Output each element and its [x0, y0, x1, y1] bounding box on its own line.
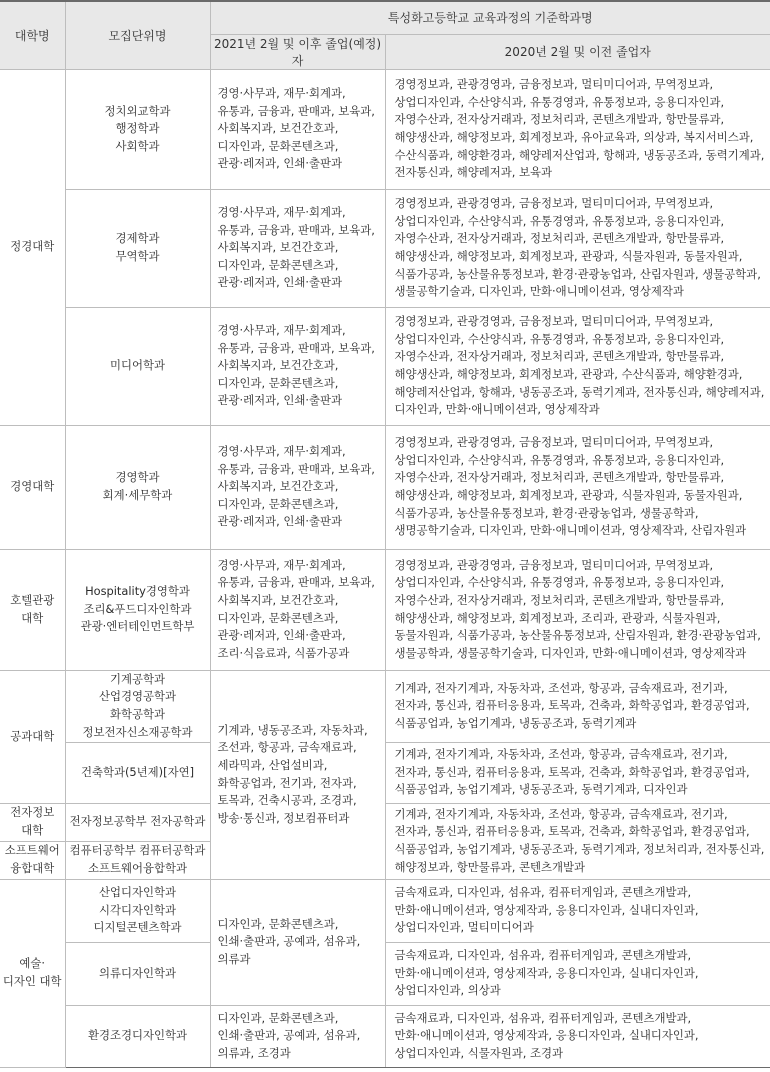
- c20-business-line: 경영정보과, 관광경영과, 금융정보과, 멀티미디어과, 무역정보과,: [394, 435, 714, 450]
- c20-fashion-line: 만화·애니메이션과, 영상제작과, 응용디자인과, 실내디자인과,: [394, 965, 699, 980]
- c21-design-line: 디자인과, 문화콘텐츠과,: [217, 916, 339, 931]
- table-row: [0, 742, 770, 803]
- c20-politics-line: 수산식품과, 해양환경과, 해양레저산업과, 항해과, 냉동공조과, 동력기계과,: [394, 147, 765, 162]
- c20-ee-sw-line: 기계과, 전자기계과, 자동차과, 조선과, 항공과, 금속재료과, 전기과,: [394, 806, 728, 821]
- c20-economics: [385, 189, 770, 307]
- table-row: [0, 879, 770, 942]
- table-row: [0, 69, 770, 189]
- c20-economics-line: 상업디자인과, 수산양식과, 유통경영과, 유통정보과, 응용디자인과,: [394, 213, 725, 228]
- c20-politics-line: 해양생산과, 해양정보과, 회계정보과, 유아교육과, 의상과, 복지서비스과,: [394, 130, 754, 144]
- c21-media-line: 유통과, 금융과, 판매과, 보육과,: [217, 340, 375, 355]
- c21-economics: [210, 189, 385, 307]
- dept-software-line: 컴퓨터공학부 컴퓨터공학과: [69, 843, 206, 858]
- c20-architecture-line: 기계과, 전자기계과, 자동차과, 조선과, 항공과, 금속재료과, 전기과,: [394, 747, 728, 762]
- c20-business-line: 해양생산과, 해양정보과, 회계정보과, 관광과, 식물자원과, 동물자원과,: [394, 488, 743, 502]
- dept-politics-line: 정치외교학과: [104, 103, 171, 118]
- univ-business-line: 경영대학: [10, 479, 55, 494]
- dept-software-line: 소프트웨어융합학과: [87, 861, 188, 875]
- c21-design-line: 인쇄·출판과, 공예과, 섬유과,: [217, 934, 361, 949]
- c21-engineering-line: 기계과, 냉동공조과, 자동차과,: [217, 722, 368, 737]
- c20-hotel-line: 자영수산과, 전자상거래과, 정보처리과, 콘텐츠개발과, 항만물류과,: [394, 592, 725, 607]
- c20-economics-line: 해양생산과, 해양정보과, 회계정보과, 관광과, 식물자원과, 동물자원과,: [394, 249, 743, 263]
- c20-fashion: [385, 942, 770, 1005]
- c20-architecture-line: 식품공업과, 농업기계과, 냉동공조과, 동력기계과, 디자인과: [394, 782, 688, 797]
- c20-media-line: 자영수산과, 전자상거래과, 정보처리과, 콘텐츠개발과, 항만물류과,: [394, 349, 725, 364]
- header-row: [0, 1, 770, 34]
- c21-economics-line: 디자인과, 문화콘텐츠과,: [217, 257, 339, 272]
- c20-media-line: 해양레저산업과, 항해과, 냉동공조과, 동력기계과, 전자통신과, 해양레저과,: [394, 384, 765, 399]
- c21-hotel-line: 조리·식음료과, 식품가공과: [217, 645, 350, 660]
- c20-architecture: [385, 742, 770, 803]
- dept-business-line: 경영학과: [115, 470, 160, 485]
- c21-economics-line: 사회복지과, 보건간호과,: [217, 240, 339, 255]
- dept-engineering-line: 기계공학과: [109, 671, 166, 686]
- c20-media-line: 경영정보과, 관광경영과, 금융정보과, 멀티미디어과, 무역정보과,: [394, 314, 714, 329]
- table-row: [0, 425, 770, 549]
- c21-media-line: 디자인과, 문화콘텐츠과,: [217, 375, 339, 390]
- table-row: [0, 307, 770, 425]
- c21-landscape-line: 디자인과, 문화콘텐츠과,: [217, 1010, 339, 1025]
- c20-design: [385, 879, 770, 942]
- c21-hotel-line: 유통과, 금융과, 판매과, 보육과,: [217, 575, 375, 590]
- c20-ee-sw: [385, 803, 770, 879]
- c20-landscape-line: 금속재료과, 디자인과, 섬유과, 컴퓨터게임과, 콘텐츠개발과,: [394, 1010, 692, 1025]
- c20-hotel: [385, 549, 770, 670]
- dept-politics-line: 사회학과: [115, 138, 160, 153]
- header-university: 대학명: [0, 1, 65, 69]
- table-row: [0, 549, 770, 670]
- c21-business-line: 디자인과, 문화콘텐츠과,: [217, 496, 339, 511]
- univ-business: [0, 425, 65, 549]
- dept-landscape-line: 환경조경디자인학과: [87, 1028, 188, 1043]
- dept-ee-info-line: 전자정보공학부 전자공학과: [69, 814, 206, 829]
- c21-media-line: 사회복지과, 보건간호과,: [217, 358, 339, 373]
- dept-ee-info: [65, 803, 210, 841]
- c20-fashion-line: 상업디자인과, 의상과: [394, 983, 501, 998]
- c20-business-line: 상업디자인과, 수산양식과, 유통경영과, 유통정보과, 응용디자인과,: [394, 452, 725, 467]
- c20-economics-line: 경영정보과, 관광경영과, 금융정보과, 멀티미디어과, 무역정보과,: [394, 196, 714, 211]
- c20-engineering-line: 식품공업과, 농업기계과, 냉동공조과, 동력기계과: [394, 715, 637, 730]
- c21-business: [210, 425, 385, 549]
- univ-software: [0, 841, 65, 879]
- dept-fashion: [65, 942, 210, 1005]
- c21-media-line: 관광·레저과, 인쇄·출판과: [217, 393, 343, 408]
- header-2020-graduates: 2020년 2월 및 이전 졸업자: [385, 34, 770, 69]
- dept-hotel-line: Hospitality경영학과: [85, 584, 190, 599]
- table-row: [0, 942, 770, 1005]
- univ-arts-line: 예술·: [19, 956, 46, 971]
- c21-engineering-line: 조선과, 항공과, 금속재료과,: [217, 740, 357, 755]
- c20-economics-line: 생물공학기술과, 디자인과, 만화·애니메이션과, 영상제작과: [394, 284, 684, 299]
- c21-design-line: 의류과: [217, 951, 251, 966]
- univ-software-line: 소프트웨어: [4, 843, 60, 858]
- dept-design-line: 시각디자인학과: [98, 902, 177, 917]
- c21-hotel-line: 디자인과, 문화콘텐츠과,: [217, 610, 339, 625]
- c21-politics-line: 사회복지과, 보건간호과,: [217, 121, 339, 136]
- c20-media: [385, 307, 770, 425]
- univ-hotel-line: 대학: [21, 610, 44, 625]
- c20-business-line: 자영수산과, 전자상거래과, 정보처리과, 콘텐츠개발과, 항만물류과,: [394, 470, 725, 485]
- dept-software: [65, 841, 210, 879]
- header-criteria-group: 특성화고등학교 교육과정의 기준학과명: [210, 1, 770, 34]
- c21-politics: [210, 69, 385, 189]
- c20-hotel-line: 상업디자인과, 수산양식과, 유통경영과, 유통정보과, 응용디자인과,: [394, 575, 725, 590]
- univ-engineering-line: 공과대학: [10, 728, 55, 743]
- c21-hotel-line: 사회복지과, 보건간호과,: [217, 592, 339, 607]
- c20-engineering-line: 전자과, 통신과, 컴퓨터응용과, 토목과, 건축과, 화학공업과, 환경공업과,: [394, 698, 750, 713]
- c21-design: [210, 879, 385, 1005]
- c20-politics-line: 전자통신과, 해양레저과, 보육과: [394, 165, 553, 180]
- c20-architecture-line: 전자과, 통신과, 컴퓨터응용과, 토목과, 건축과, 화학공업과, 환경공업과,: [394, 764, 750, 779]
- c21-engineering-line: 화학공업과, 전기과, 전자과,: [217, 775, 357, 790]
- c21-engineering: [210, 670, 385, 879]
- dept-economics-line: 무역학과: [115, 249, 160, 263]
- c20-business-line: 생명공학기술과, 디자인과, 만화·애니메이션과, 영상제작과, 산림자원과: [394, 523, 747, 538]
- univ-law-econ: [0, 69, 65, 425]
- c21-landscape: [210, 1005, 385, 1067]
- table-row: [0, 1005, 770, 1067]
- univ-software-line: 융합대학: [10, 861, 55, 875]
- table-row: [0, 670, 770, 742]
- c20-business-line: 식품가공과, 농산물유통정보과, 환경·관광농업과, 생물공학과,: [394, 505, 699, 520]
- c20-design-line: 상업디자인과, 멀티미디어과: [394, 920, 534, 935]
- dept-hotel-line: 관광·엔터테인먼트학부: [80, 619, 195, 634]
- c20-landscape-line: 상업디자인과, 식물자원과, 조경과: [394, 1045, 564, 1060]
- c20-hotel-line: 생물공학과, 생물공학기술과, 디자인과, 만화·애니메이션과, 영상제작과: [394, 645, 747, 660]
- c20-ee-sw-line: 해양정보과, 항만물류과, 콘텐츠개발과: [394, 859, 586, 874]
- dept-architecture-line: 건축학과(5년제)[자연]: [80, 764, 195, 779]
- c20-landscape-line: 만화·애니메이션과, 영상제작과, 응용디자인과, 실내디자인과,: [394, 1028, 699, 1043]
- dept-landscape: [65, 1005, 210, 1067]
- c20-ee-sw-line: 전자과, 통신과, 컴퓨터응용과, 토목과, 건축과, 화학공업과, 환경공업과,: [394, 824, 750, 839]
- univ-ee-info-line: 전자정보: [10, 805, 55, 820]
- c20-economics-line: 자영수산과, 전자상거래과, 정보처리과, 콘텐츠개발과, 항만물류과,: [394, 231, 725, 246]
- dept-architecture: [65, 742, 210, 803]
- c20-politics-line: 자영수산과, 전자상거래과, 정보처리과, 콘텐츠개발과, 항만물류과,: [394, 112, 725, 127]
- dept-design-line: 디지털콘텐츠학과: [93, 920, 182, 935]
- c21-landscape-line: 의류과, 조경과: [217, 1045, 291, 1060]
- c20-design-line: 금속재료과, 디자인과, 섬유과, 컴퓨터게임과, 콘텐츠개발과,: [394, 885, 692, 900]
- dept-hotel-line: 조리&푸드디자인학과: [83, 601, 192, 616]
- dept-design: [65, 879, 210, 942]
- dept-media: [65, 307, 210, 425]
- c21-politics-line: 디자인과, 문화콘텐츠과,: [217, 138, 339, 153]
- dept-engineering-line: 산업경영공학과: [98, 689, 177, 704]
- c21-hotel-line: 관광·레저과, 인쇄·출판과,: [217, 628, 346, 643]
- c20-economics-line: 식품가공과, 농산물유통정보과, 환경·관광농업과, 산림자원과, 생물공학과,: [394, 266, 761, 281]
- c21-economics-line: 경영·사무과, 재무·회계과,: [217, 205, 346, 220]
- c20-hotel-line: 경영정보과, 관광경영과, 금융정보과, 멀티미디어과, 무역정보과,: [394, 557, 714, 572]
- c21-engineering-line: 토목과, 건축시공과, 조경과,: [217, 793, 357, 808]
- c21-engineering-line: 세라믹과, 산업설비과,: [217, 757, 328, 772]
- c21-media: [210, 307, 385, 425]
- dept-economics: [65, 189, 210, 307]
- c20-media-line: 해양생산과, 해양정보과, 회계정보과, 관광과, 수산식품과, 해양환경과,: [394, 367, 743, 381]
- c20-engineering-line: 기계과, 전자기계과, 자동차과, 조선과, 항공과, 금속재료과, 전기과,: [394, 680, 728, 695]
- c20-politics-line: 상업디자인과, 수산양식과, 유통경영과, 유통정보과, 응용디자인과,: [394, 94, 725, 109]
- c20-politics-line: 경영정보과, 관광경영과, 금융정보과, 멀티미디어과, 무역정보과,: [394, 77, 714, 92]
- table-row: [0, 803, 770, 841]
- dept-engineering-line: 화학공학과: [109, 707, 166, 721]
- c20-hotel-line: 동물자원과, 식품가공과, 농산물유통정보과, 산림자원과, 환경·관광농업과,: [394, 628, 761, 643]
- c21-hotel-line: 경영·사무과, 재무·회계과,: [217, 557, 346, 572]
- c20-business: [385, 425, 770, 549]
- c20-media-line: 상업디자인과, 수산양식과, 유통경영과, 유통정보과, 응용디자인과,: [394, 331, 725, 346]
- c20-design-line: 만화·애니메이션과, 영상제작과, 응용디자인과, 실내디자인과,: [394, 902, 699, 917]
- c21-politics-line: 경영·사무과, 재무·회계과,: [217, 86, 346, 101]
- dept-design-line: 산업디자인학과: [98, 885, 177, 900]
- c20-hotel-line: 해양생산과, 해양정보과, 회계정보과, 조리과, 관광과, 식물자원과,: [394, 610, 721, 625]
- univ-arts: [0, 879, 65, 1067]
- univ-hotel-line: 호텔관광: [10, 592, 55, 607]
- univ-ee-info: [0, 803, 65, 841]
- c21-politics-line: 유통과, 금융과, 판매과, 보육과,: [217, 103, 375, 118]
- c21-economics-line: 관광·레저과, 인쇄·출판과: [217, 275, 343, 290]
- dept-fashion-line: 의류디자인학과: [98, 965, 177, 980]
- c20-ee-sw-line: 식품공업과, 농업기계과, 냉동공조과, 동력기계과, 정보처리과, 전자통신과,: [394, 842, 765, 856]
- dept-politics: [65, 69, 210, 189]
- dept-politics-line: 행정학과: [115, 121, 160, 136]
- header-2021-graduates: 2021년 2월 및 이후 졸업(예정)자: [210, 34, 385, 69]
- univ-engineering: [0, 670, 65, 803]
- c21-landscape-line: 인쇄·출판과, 공예과, 섬유과,: [217, 1028, 361, 1043]
- dept-engineering-line: 정보전자신소재공학과: [82, 724, 193, 739]
- dept-business-line: 회계·세무학과: [102, 488, 173, 502]
- dept-media-line: 미디어학과: [109, 358, 166, 373]
- univ-ee-info-line: 대학: [21, 823, 44, 837]
- c20-engineering: [385, 670, 770, 742]
- c21-media-line: 경영·사무과, 재무·회계과,: [217, 323, 346, 338]
- dept-economics-line: 경제학과: [115, 231, 160, 246]
- c20-landscape: [385, 1005, 770, 1067]
- dept-hotel: [65, 549, 210, 670]
- c20-fashion-line: 금속재료과, 디자인과, 섬유과, 컴퓨터게임과, 콘텐츠개발과,: [394, 948, 692, 963]
- c21-business-line: 사회복지과, 보건간호과,: [217, 479, 339, 494]
- univ-hotel: [0, 549, 65, 670]
- univ-arts-line: 디자인 대학: [2, 974, 62, 988]
- c21-politics-line: 관광·레저과, 인쇄·출판과: [217, 156, 343, 171]
- c21-business-line: 경영·사무과, 재무·회계과,: [217, 444, 346, 459]
- c21-economics-line: 유통과, 금융과, 판매과, 보육과,: [217, 222, 375, 237]
- univ-law-econ-line: 정경대학: [10, 239, 55, 254]
- header-unit: 모집단위명: [65, 1, 210, 69]
- c20-media-line: 디자인과, 만화·애니메이션과, 영상제작과: [394, 402, 600, 417]
- c21-business-line: 유통과, 금융과, 판매과, 보육과,: [217, 461, 375, 476]
- dept-business: [65, 425, 210, 549]
- c21-engineering-line: 방송·통신과, 정보컴퓨터과: [217, 810, 350, 825]
- c20-politics: [385, 69, 770, 189]
- table-row: [0, 189, 770, 307]
- c21-hotel: [210, 549, 385, 670]
- dept-engineering: [65, 670, 210, 742]
- c21-business-line: 관광·레저과, 인쇄·출판과: [217, 514, 343, 529]
